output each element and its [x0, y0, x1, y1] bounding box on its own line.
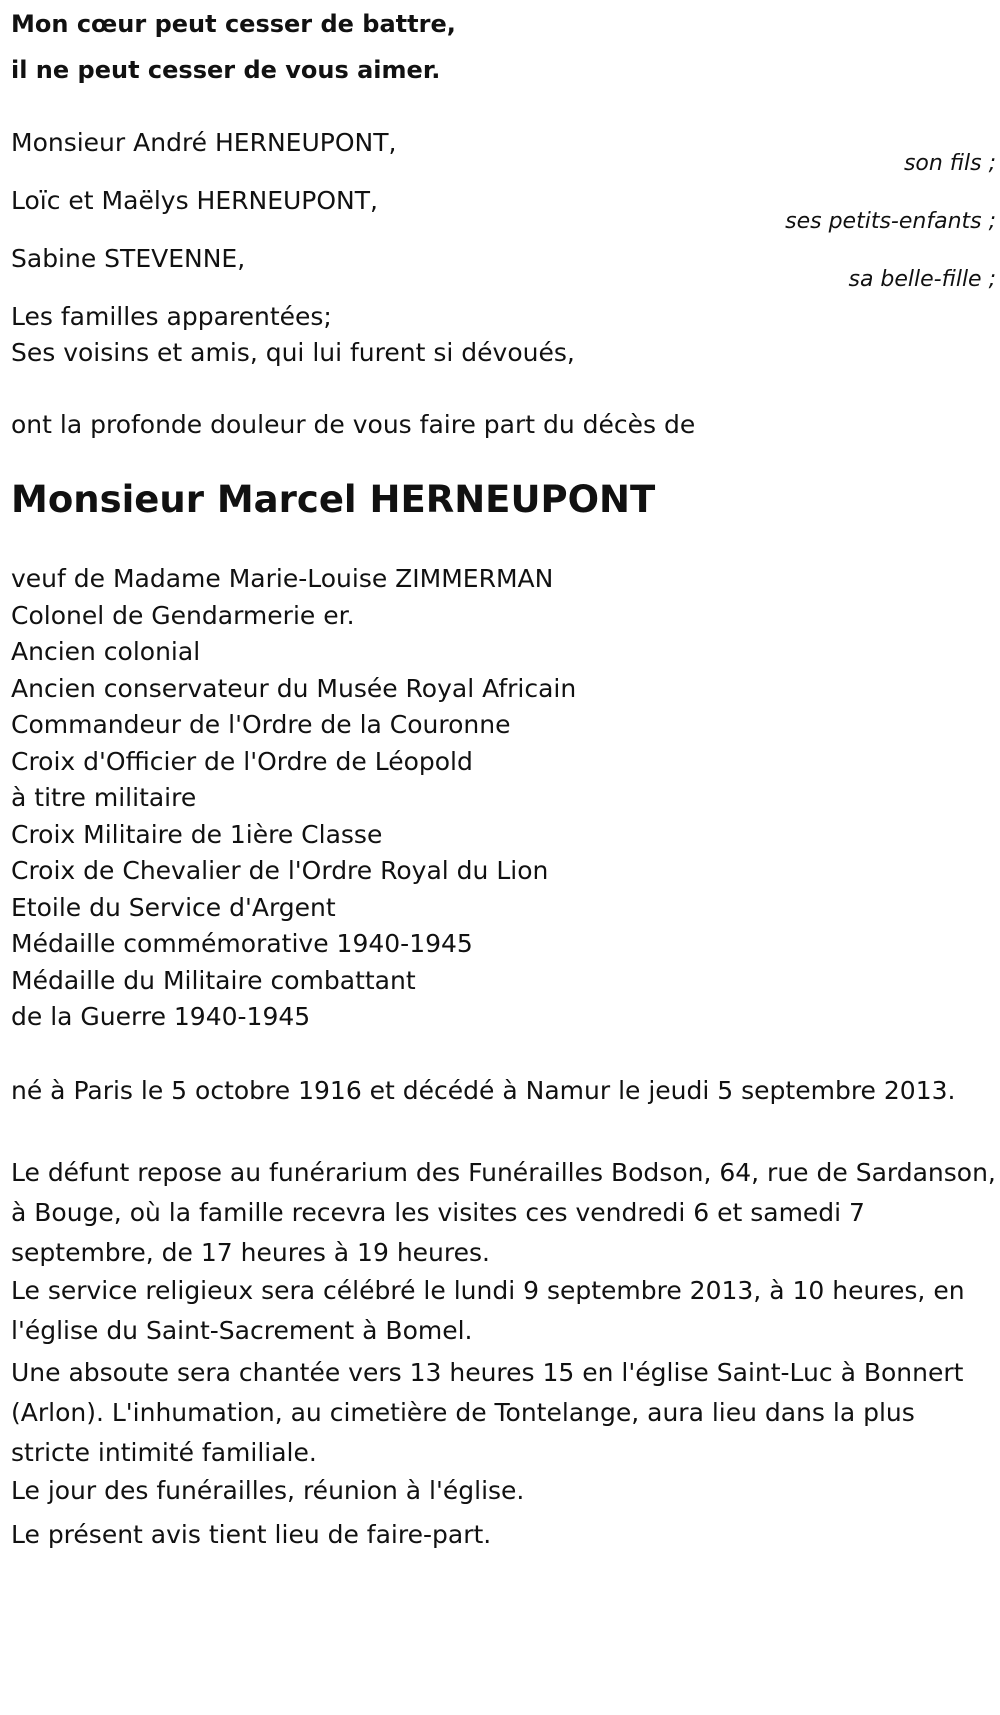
credential-line: à titre militaire [11, 783, 197, 812]
credential-line: Etoile du Service d'Argent [11, 893, 336, 922]
epitaph-line-2: il ne peut cesser de vous aimer. [11, 56, 441, 84]
credential-line: Médaille commémorative 1940-1945 [11, 929, 473, 958]
family-member-name: Loïc et Maëlys HERNEUPONT, [11, 186, 378, 215]
credential-line: Colonel de Gendarmerie er. [11, 601, 355, 630]
family-member-relation: sa belle-fille ; [848, 267, 996, 292]
paragraph-absoute: Une absoute sera chantée vers 13 heures 15 en l'église Saint-Luc à Bonnert (Arlon). L'inhumation, au cimetière de Tontelange, aura lieu dans la plus stricte intimité familiale. [11, 1358, 964, 1467]
credential-line: Commandeur de l'Ordre de la Couronne [11, 710, 511, 739]
family-member-relation: ses petits-enfants ; [785, 209, 996, 234]
paragraph-meeting: Le jour des funérailles, réunion à l'église. [11, 1476, 525, 1505]
credential-line: Croix de Chevalier de l'Ordre Royal du Lion [11, 856, 549, 885]
credential-line: Croix Militaire de 1ière Classe [11, 820, 383, 849]
family-member-relation: son fils ; [903, 151, 996, 176]
deceased-name: Monsieur Marcel HERNEUPONT [11, 478, 656, 521]
paragraph-notice: Le présent avis tient lieu de faire-part. [11, 1520, 492, 1549]
family-member-name: Monsieur André HERNEUPONT, [11, 128, 397, 157]
paragraph-service: Le service religieux sera célébré le lundi 9 septembre 2013, à 10 heures, en l'église du Saint-Sacrement à Bomel. [11, 1276, 965, 1345]
credential-line: Médaille du Militaire combattant [11, 966, 416, 995]
relatives-line: Les familles apparentées; [11, 302, 332, 331]
credential-line: veuf de Madame Marie-Louise ZIMMERMAN [11, 564, 554, 593]
credential-line: Croix d'Officier de l'Ordre de Léopold [11, 747, 473, 776]
paragraph-funerarium: Le défunt repose au funérarium des Funérailles Bodson, 64, rue de Sardanson, à Bouge, où la famille recevra les visites ces vendredi 6 et samedi 7 septembre, de 17 heures à 19 heures. [11, 1158, 996, 1267]
relatives-line: Ses voisins et amis, qui lui furent si dévoués, [11, 338, 575, 367]
credential-line: Ancien colonial [11, 637, 201, 666]
paragraph-birth-death: né à Paris le 5 octobre 1916 et décédé à Namur le jeudi 5 septembre 2013. [11, 1076, 956, 1105]
announcement-text: ont la profonde douleur de vous faire part du décès de [11, 410, 696, 439]
family-member-name: Sabine STEVENNE, [11, 244, 246, 273]
epitaph-line-1: Mon cœur peut cesser de battre, [11, 10, 456, 38]
credential-line: de la Guerre 1940-1945 [11, 1002, 311, 1031]
credential-line: Ancien conservateur du Musée Royal Africain [11, 674, 577, 703]
